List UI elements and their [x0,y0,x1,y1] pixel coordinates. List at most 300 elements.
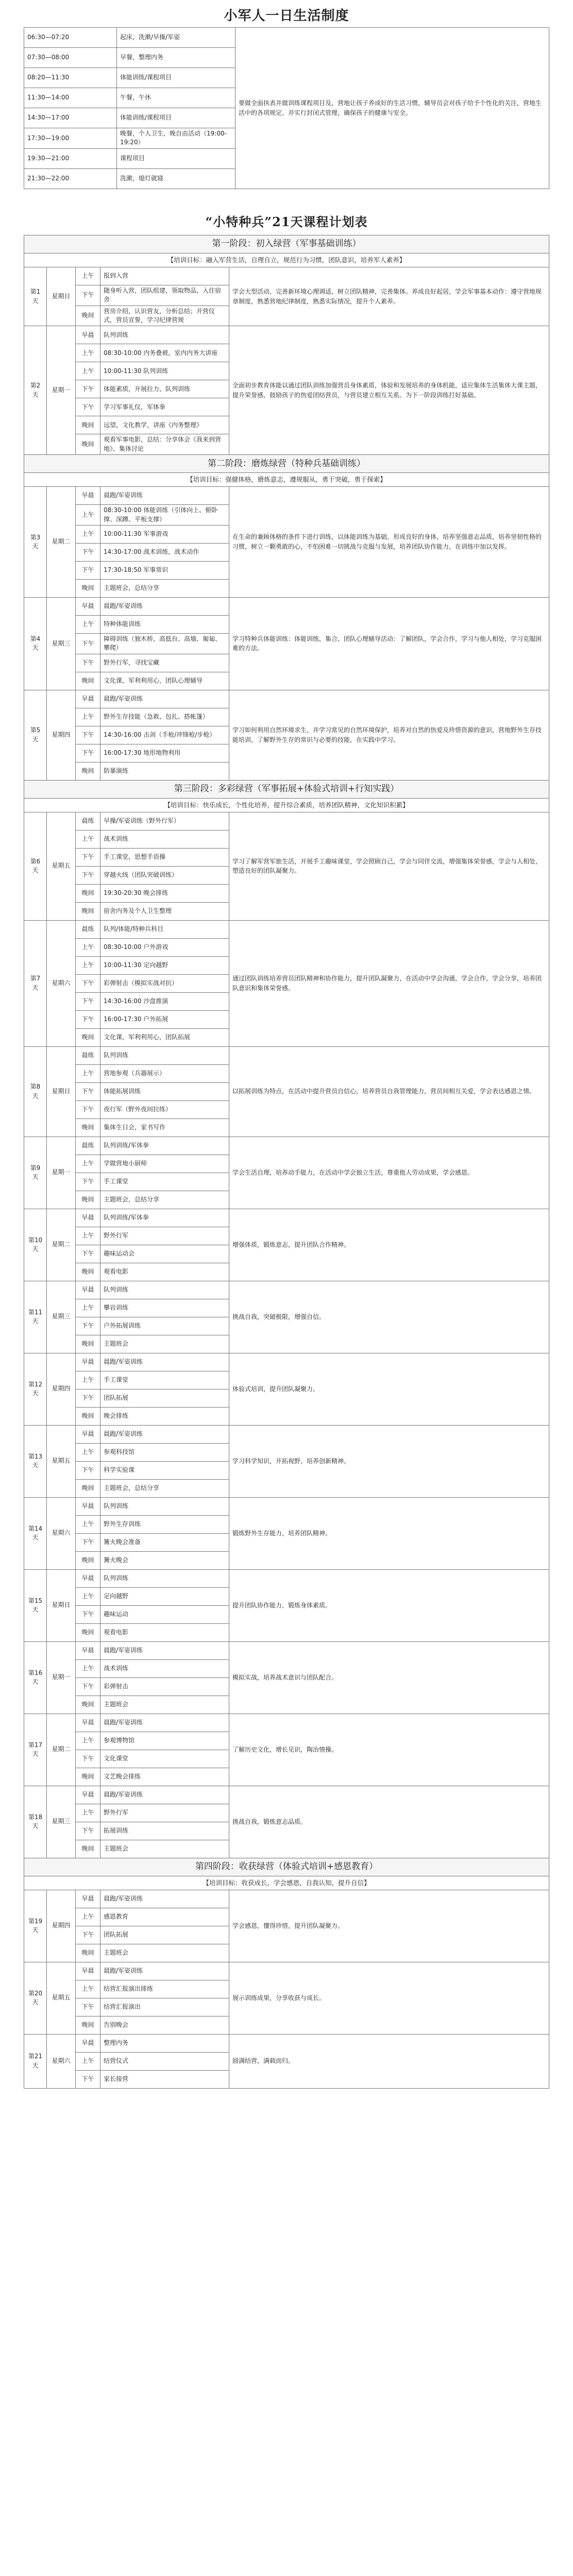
daily-time: 06:30—07:20 [24,28,117,48]
plan-row [24,1786,549,1804]
time-slot: 晚间 [76,672,100,690]
day-label: 第20天 [24,1962,47,2034]
time-slot: 下午 [76,1010,100,1028]
time-slot: 晚间 [76,1840,100,1858]
weekday-label: 星期三 [47,1786,76,1858]
time-slot: 晚间 [76,306,100,326]
time-slot: 晚间 [76,1407,100,1425]
activity: 晨跑/军姿训练 [100,597,229,615]
weekday-label: 星期日 [47,267,76,326]
time-slot: 下午 [76,866,100,884]
activity: 篝火晚会 [100,1551,229,1569]
time-slot: 下午 [76,992,100,1010]
daily-activity: 晚餐，个人卫生，晚自由活动（19:00-19:20） [117,128,235,149]
time-slot: 晚间 [76,884,100,902]
time-slot: 下午 [76,1082,100,1100]
time-slot: 上午 [76,1155,100,1173]
weekday-label: 星期六 [47,2034,76,2088]
day-label: 第8天 [24,1046,47,1137]
activity: 野外行军，寻找宝藏 [100,654,229,672]
activity: 文化课，军利利用心，团队心理辅导 [100,672,229,690]
activity: 随身听入营，团队组建，领取物品，入住宿舍 [100,285,229,306]
day-description: 学会感恩，懂得珍惜，提升团队凝聚力。 [229,1890,549,1962]
plan-row [24,1353,549,1371]
activity: 晨跑/军姿训练 [100,1641,229,1659]
time-slot: 上午 [76,1804,100,1822]
activity: 学做营地小厨师 [100,1155,229,1173]
time-slot: 上午 [76,1371,100,1389]
daily-row [24,28,549,48]
activity: 队列训练 [100,326,229,344]
activity: 晨跑/军姿训练 [100,1425,229,1443]
time-slot: 下午 [76,285,100,306]
activity: 参观博物馆 [100,1732,229,1750]
time-slot: 下午 [76,633,100,654]
weekday-label: 星期三 [47,597,76,690]
time-slot: 上午 [76,1299,100,1317]
activity: 夜行军（野外夜间拉练） [100,1100,229,1118]
time-slot: 晚间 [76,762,100,780]
activity: 户外拓展训练 [100,1317,229,1335]
time-slot: 上午 [76,1980,100,1998]
time-slot: 下午 [76,1461,100,1479]
document [24,0,549,2089]
activity: 队列训练 [100,1281,229,1299]
day-label: 第2天 [24,326,47,455]
phase-goal: 【培训目标：融入军营生活，自理自立，规范行为习惯，团队意识，培养军人素养】 [24,253,549,267]
activity: 野外生存训练 [100,1515,229,1533]
day-label: 第18天 [24,1786,47,1858]
plan-row [24,1497,549,1515]
weekday-label: 星期一 [47,1641,76,1714]
day-label: 第9天 [24,1137,47,1209]
activity: 战术训练 [100,1659,229,1677]
activity: 营房介绍，认识营友，分析总结；开营仪式，营员宣誓，学习纪律营规 [100,306,229,326]
phase-title: 第二阶段：磨炼绿营（特种兵基础训练） [24,455,549,473]
activity: 晚会排练 [100,1407,229,1425]
plan-row [24,1641,549,1659]
time-slot: 晚间 [76,902,100,920]
activity: 08:30-10:00 体能训练（引体向上、俯卧撑、深蹲、平板支撑） [100,505,229,526]
time-slot: 下午 [76,1822,100,1840]
activity: 主题班会，总结分享 [100,1191,229,1209]
activity: 体能素质，开展拉力，队列训练 [100,380,229,398]
activity: 10:00-11:30 定向越野 [100,956,229,974]
activity: 远望，文化教学，讲座《内务整理》 [100,416,229,434]
activity: 结营汇报演出 [100,1998,229,2016]
activity: 文化课堂 [100,1750,229,1768]
activity: 结营汇报演出排练 [100,1980,229,1998]
time-slot: 晚间 [76,579,100,597]
activity: 16:00-17:30 地形地物利用 [100,744,229,762]
day-label: 第19天 [24,1890,47,1962]
activity: 主题班会 [100,1840,229,1858]
time-slot: 下午 [76,654,100,672]
weekday-label: 星期二 [47,487,76,598]
activity: 观看电影 [100,1263,229,1281]
time-slot: 晚间 [76,1623,100,1641]
time-slot: 早晨 [76,2034,100,2052]
day-description: 学会大型活动，完善新环境心理调适，树立团队精神，完善集体。养成良好起居，学会军事基本动作：遵守营地规章制度，熟悉营地纪律制度，熟悉实际情况，提升个人素养。 [229,267,549,326]
time-slot: 早晨 [76,1281,100,1299]
day-description: 挑战自我，锻炼意志品质。 [229,1786,549,1858]
time-slot: 下午 [76,1533,100,1551]
time-slot: 上午 [76,1659,100,1677]
time-slot: 上午 [76,267,100,285]
day-label: 第16天 [24,1641,47,1714]
day-description: 了解历史文化，增长见识，陶冶情操。 [229,1714,549,1786]
time-slot: 下午 [76,1605,100,1623]
activity: 16:00-17:30 户外拓展 [100,1010,229,1028]
activity: 主题班会 [100,1696,229,1714]
weekday-label: 星期四 [47,690,76,780]
time-slot: 早晨 [76,1425,100,1443]
activity: 篝火晚会准备 [100,1533,229,1551]
activity: 告别晚会 [100,2016,229,2034]
time-slot: 早晨 [76,1962,100,1980]
day-description: 学习如何利用自然环境求生，并学习常见的自然环境保护，培养对自然的热爱及珍惜资源的意识，营地野外生存技能培训，了解野外生存的常识与必要的技能，在实践中学习。 [229,690,549,780]
time-slot: 上午 [76,938,100,956]
time-slot: 下午 [76,1750,100,1768]
course-title: “小特种兵”21天课程计划表 [205,214,368,229]
time-slot: 下午 [76,380,100,398]
time-slot: 上午 [76,708,100,726]
activity: 14:30-17:00 战术训练，战术动作 [100,543,229,561]
day-description: 以拓展训练为特点，在活动中提升营员自信心，培养营员自我管理能力，营员间相互关爱，学会表达感恩之情。 [229,1046,549,1137]
activity: 观看军事电影，总结：分享体会《我来到营地》、集体讨论 [100,434,229,455]
time-slot: 晚间 [76,1944,100,1962]
activity: 彩弹射击 [100,1677,229,1696]
plan-row [24,1962,549,1980]
time-slot: 早晨 [76,690,100,708]
time-slot: 上午 [76,830,100,848]
activity: 14:30-16:00 击剑（手枪/冲锋枪/步枪） [100,726,229,744]
phase-title: 第四阶段：收获绿营（体验式培训+感恩教育） [24,1858,549,1876]
plan-row [24,1209,549,1227]
time-slot: 下午 [76,561,100,579]
activity: 主题班会，总结分享 [100,1479,229,1497]
time-slot: 晚间 [76,1335,100,1353]
activity: 定向越野 [100,1587,229,1605]
time-slot: 上午 [76,2052,100,2070]
activity: 晨跑/军姿训练 [100,487,229,505]
activity: 文化课，军利利用心，团队拓展 [100,1028,229,1046]
daily-time: 21:30—22:00 [24,168,117,189]
time-slot: 下午 [76,1317,100,1335]
day-description: 通过团队训练培养营员团队精神和协作能力，提升团队凝聚力，在活动中学会沟通，学会合作，学会分享，培养团队意识和集体荣誉感。 [229,920,549,1046]
day-label: 第21天 [24,2034,47,2088]
day-label: 第10天 [24,1209,47,1281]
day-label: 第5天 [24,690,47,780]
phase-goal: 【培训目标：快乐成长，个性化培养，提升综合素质，培养团队精神，文化知识积累】 [24,798,549,812]
daily-time: 17:30—19:00 [24,128,117,149]
day-label: 第17天 [24,1714,47,1786]
daily-title: 小军人一日生活制度 [224,8,349,24]
daily-time: 11:30—14:00 [24,88,117,108]
day-label: 第14天 [24,1497,47,1569]
time-slot: 早晨 [76,597,100,615]
time-slot: 晚间 [76,434,100,455]
day-description: 模拟实战，培养战术意识与团队配合。 [229,1641,549,1714]
activity: 趣味运动 [100,1605,229,1623]
activity: 19:30-20:30 晚会排练 [100,884,229,902]
time-slot: 上午 [76,1515,100,1533]
activity: 家长接营 [100,2070,229,2088]
activity: 队列训练/军体拳 [100,1137,229,1155]
phase-goal: 【培训目标：收获成长，学会感恩，自我认知，提升自信】 [24,1876,549,1890]
activity: 主题班会 [100,1944,229,1962]
day-description: 学习科学知识，开拓视野，培养创新精神。 [229,1425,549,1497]
time-slot: 晨练 [76,1137,100,1155]
weekday-label: 星期五 [47,1425,76,1497]
activity: 晨跑/军姿训练 [100,1890,229,1908]
weekday-label: 星期五 [47,1962,76,2034]
activity: 晨跑/军姿训练 [100,1786,229,1804]
day-description: 学会生活自理，培养动手能力，在活动中学会独立生活，尊重他人劳动成果，学会感恩。 [229,1137,549,1209]
activity: 08:30-10:00 户外游戏 [100,938,229,956]
activity: 早操/军姿训练（野外行军） [100,812,229,830]
time-slot: 下午 [76,1100,100,1118]
day-label: 第7天 [24,920,47,1046]
plan-row [24,1046,549,1064]
weekday-label: 星期一 [47,1137,76,1209]
time-slot: 晨练 [76,1046,100,1064]
day-description: 圆满结营，满载而归。 [229,2034,549,2088]
time-slot: 下午 [76,1926,100,1944]
day-description: 展示训练成果，分享收获与成长。 [229,1962,549,2034]
activity: 手工课堂 [100,1371,229,1389]
plan-row [24,1425,549,1443]
day-description: 在生命的兼顾体格的条件下进行训练，以体能训练为基础，形成良好的身体，培养坚强意志品质，培养坚韧性格的习惯，树立一颗勇敢的心，不怕困难一切挑战与克服与发展，培养团队协作能力，在训练中加以发挥。 [229,487,549,598]
activity: 晨跑/军姿训练 [100,1962,229,1980]
time-slot: 下午 [76,543,100,561]
day-label: 第3天 [24,487,47,598]
plan-row [24,1890,549,1908]
time-slot: 晚间 [76,1479,100,1497]
day-description: 全面初步教育体能以通过团队训练加强营员身体素质，体验和发展培养的身体机能，适应集体生活集体大课主题，提升荣誉感，鼓励孩子的热爱团结营员，与营员建立相互关系。为下一阶段训练打好基础。 [229,326,549,455]
time-slot: 下午 [76,726,100,744]
activity: 趣味运动会 [100,1245,229,1263]
day-label: 第12天 [24,1353,47,1425]
daily-time: 19:30—21:00 [24,148,117,168]
activity: 观看电影 [100,1623,229,1641]
time-slot: 下午 [76,1389,100,1407]
plan-row [24,2034,549,2052]
time-slot: 早晨 [76,1209,100,1227]
time-slot: 早晨 [76,1890,100,1908]
activity: 学习军事礼仪，军体拳 [100,398,229,416]
weekday-label: 星期二 [47,1209,76,1281]
time-slot: 早晨 [76,326,100,344]
day-description: 学习特种兵体能训练：体能训练，集合、团队心理辅导活动：了解团队，学会合作，学习与他人相处，学习克服困难的方法。 [229,597,549,690]
daily-activity: 早餐，整理内务 [117,48,235,68]
activity: 彩弹射击（模拟实战对抗） [100,974,229,992]
daily-time: 07:30—08:00 [24,48,117,68]
time-slot: 上午 [76,1908,100,1926]
time-slot: 下午 [76,1998,100,2016]
activity: 晨跑/军姿训练 [100,1353,229,1371]
weekday-label: 星期五 [47,812,76,920]
activity: 14:30-16:00 沙盘推演 [100,992,229,1010]
phase-title: 第一阶段：初入绿营（军事基础训练） [24,235,549,253]
activity: 队列训练 [100,1046,229,1064]
activity: 主题班会 [100,1335,229,1353]
plan-row [24,487,549,505]
time-slot: 早晨 [76,1569,100,1587]
activity: 科学实验课 [100,1461,229,1479]
activity: 穿越火线（团队突破训练） [100,866,229,884]
plan-row [24,267,549,285]
daily-time: 14:30—17:00 [24,108,117,128]
time-slot: 下午 [76,744,100,762]
time-slot: 下午 [76,1173,100,1191]
day-label: 第15天 [24,1569,47,1641]
daily-activity: 起床，洗漱/早操/军姿 [117,28,235,48]
weekday-label: 星期六 [47,920,76,1046]
activity: 战术训练 [100,830,229,848]
time-slot: 下午 [76,1245,100,1263]
phase-goal: 【培训目标：强健体格，磨炼意志，遵规服从，勇于突破，勇于探索】 [24,473,549,487]
activity: 队列训练 [100,1569,229,1587]
time-slot: 下午 [76,2070,100,2088]
time-slot: 晚间 [76,1191,100,1209]
time-slot: 上午 [76,1443,100,1461]
day-label: 第6天 [24,812,47,920]
activity: 团队拓展 [100,1926,229,1944]
time-slot: 晚间 [76,2016,100,2034]
plan-row [24,326,549,344]
daily-activity: 体能训练/课程项目 [117,108,235,128]
time-slot: 晚间 [76,1768,100,1786]
activity: 野外行军 [100,1804,229,1822]
day-description: 体验式培训，提升团队凝聚力。 [229,1353,549,1425]
weekday-label: 星期二 [47,1714,76,1786]
time-slot: 早晨 [76,1714,100,1732]
activity: 08:30-10:00 内务叠被，室内内务大讲座 [100,344,229,362]
time-slot: 上午 [76,505,100,526]
day-description: 挑战自我，突破极限，增强自信。 [229,1281,549,1353]
time-slot: 早晨 [76,1497,100,1515]
activity: 参观科技馆 [100,1443,229,1461]
activity: 障碍训练（独木桥，高低台、高墙、匍匐、攀爬） [100,633,229,654]
daily-note: 要做全面执表并做训练课程项目及，营地让孩子养成好的生活习惯，辅导员会对孩子给予个性化的关注，营地生活中的各项规定，并实行封闭式管理，确保孩子的健康与安全。 [235,28,549,189]
activity: 队列训练 [100,1497,229,1515]
day-description: 增强体质，锻炼意志，提升团队合作精神。 [229,1209,549,1281]
day-label: 第13天 [24,1425,47,1497]
course-plan-table [24,235,549,2089]
phase-title: 第三阶段：多彩绿营（军事拓展+体验式培训+行知实践） [24,780,549,798]
daily-activity: 体能训练/课程项目 [117,68,235,88]
activity: 晨跑/军姿训练 [100,690,229,708]
activity: 野外生存技能（急救、包扎、搭帐篷） [100,708,229,726]
plan-row [24,1137,549,1155]
activity: 集体生日会，家书写作 [100,1118,229,1137]
time-slot: 早晨 [76,1353,100,1371]
plan-row [24,920,549,938]
time-slot: 早晨 [76,1786,100,1804]
time-slot: 晚间 [76,416,100,434]
time-slot: 下午 [76,398,100,416]
time-slot: 上午 [76,956,100,974]
plan-row [24,1569,549,1587]
weekday-label: 星期日 [47,1046,76,1137]
time-slot: 下午 [76,1677,100,1696]
plan-row [24,1714,549,1732]
activity: 主题班会，总结分享 [100,579,229,597]
activity: 队列训练/军体拳 [100,1209,229,1227]
activity: 文艺晚会排练 [100,1768,229,1786]
time-slot: 晚间 [76,1263,100,1281]
weekday-label: 星期四 [47,1353,76,1425]
time-slot: 上午 [76,1732,100,1750]
weekday-label: 星期日 [47,1569,76,1641]
time-slot: 早晨 [76,1641,100,1659]
activity: 报到入营 [100,267,229,285]
day-description: 学习了解军营军旅生活，开展手工趣味课堂，学会照顾自己，学会与同伴交流，增强集体荣誉感，学会与人相处，塑造良好的团队凝聚力。 [229,812,549,920]
time-slot: 晚间 [76,1028,100,1046]
day-description: 提升团队协作能力，锻炼身体素质。 [229,1569,549,1641]
time-slot: 晨练 [76,812,100,830]
activity: 感恩教育 [100,1908,229,1926]
activity: 整理内务 [100,2034,229,2052]
activity: 10:00-11:30 队列训练 [100,362,229,380]
weekday-label: 星期一 [47,326,76,455]
time-slot: 晚间 [76,1696,100,1714]
day-label: 第4天 [24,597,47,690]
activity: 17:30-18:50 军事常识 [100,561,229,579]
daily-activity: 课程项目 [117,148,235,168]
time-slot: 上午 [76,1064,100,1082]
activity: 拓展训练 [100,1822,229,1840]
plan-row [24,690,549,708]
activity: 队列/体能/特种兵科目 [100,920,229,938]
activity: 结营仪式 [100,2052,229,2070]
time-slot: 下午 [76,974,100,992]
activity: 手工课堂，思想手语操 [100,848,229,866]
activity: 体能拓展训练 [100,1082,229,1100]
time-slot: 上午 [76,344,100,362]
daily-time: 08:20—11:30 [24,68,117,88]
daily-activity: 午餐，午休 [117,88,235,108]
activity: 手工课堂 [100,1173,229,1191]
daily-schedule-table [24,27,549,189]
daily-activity: 洗漱，熄灯就寝 [117,168,235,189]
day-label: 第1天 [24,267,47,326]
time-slot: 晚间 [76,1551,100,1569]
time-slot: 上午 [76,1587,100,1605]
time-slot: 上午 [76,1227,100,1245]
activity: 10:00-11:30 军事游戏 [100,525,229,543]
time-slot: 上午 [76,362,100,380]
time-slot: 早晨 [76,487,100,505]
activity: 攀岩训练 [100,1299,229,1317]
plan-row [24,812,549,830]
day-description: 锻炼野外生存能力，培养团队精神。 [229,1497,549,1569]
time-slot: 晨练 [76,920,100,938]
activity: 晨跑/军姿训练 [100,1714,229,1732]
weekday-label: 星期六 [47,1497,76,1569]
activity: 营地参观（兵器展示） [100,1064,229,1082]
activity: 宿舍内务及个人卫生整理 [100,902,229,920]
plan-row [24,1281,549,1299]
time-slot: 上午 [76,525,100,543]
weekday-label: 星期四 [47,1890,76,1962]
time-slot: 晚间 [76,1118,100,1137]
weekday-label: 星期三 [47,1281,76,1353]
time-slot: 下午 [76,848,100,866]
activity: 野外行军 [100,1227,229,1245]
time-slot: 上午 [76,615,100,633]
